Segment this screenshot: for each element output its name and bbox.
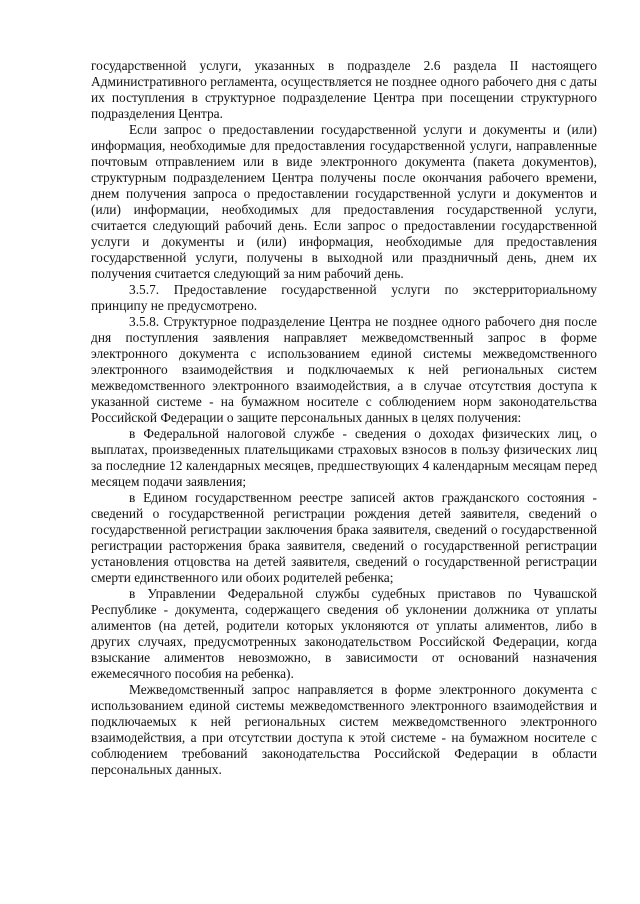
paragraph-late-receipt: Если запрос о предоставлении государственной услуги и документы и (или) информация, необходимые для предоставления государственной услуги, направленные почтовым отправлением или в виде электронного документа (пакета документов), структурным подразделением Центра получены после окончания рабочего времени, днем получения запроса о предоставлении государственной услуги и документов и (или) информации, необходимых для предоставления государственной услуги, считается следующий рабочий день. Если запрос о предоставлении государственной услуги и документы и (или) информация, необходимые для предоставления государственной услуги, получены в выходной или праздничный день, днем их получения считается следующий за ним рабочий день. <box>91 122 597 281</box>
paragraph-tax-service: в Федеральной налоговой службе - сведения о доходах физических лиц, о выплатах, произведенных плательщиками страховых взносов в пользу физических лиц за последние 12 календарных месяцев, предшествующих 4 календарным месяцам перед месяцем подачи заявления; <box>91 426 597 489</box>
paragraph-bailiff-service: в Управлении Федеральной службы судебных приставов по Чувашской Республике - документа, содержащего сведения об уклонении должника от уплаты алиментов (на детей, родители которых уклоняются от уплаты алиментов, либо в других случаях, предусмотренных законодательством Российской Федерации, когда взыскание алиментов невозможно, в зависимости от оснований назначения ежемесячного пособия на ребенка). <box>91 586 597 681</box>
document-page <box>91 58 597 778</box>
paragraph-interagency-request: Межведомственный запрос направляется в форме электронного документа с использованием единой системы межведомственного электронного взаимодействия и подключаемых к ней региональных систем межведомственного электронного взаимодействия, а при отсутствии доступа к этой системе - на бумажном носителе с соблюдением требований законодательства Российской Федерации в области персональных данных. <box>91 682 597 777</box>
paragraph-3-5-7: 3.5.7. Предоставление государственной услуги по экстерриториальному принципу не предусмотрено. <box>91 282 597 313</box>
paragraph-civil-registry: в Едином государственном реестре записей актов гражданского состояния - сведений о государственной регистрации рождения детей заявителя, сведений о государственной регистрации заключения брака заявителя, сведений о государственной регистрации расторжения брака заявителя, сведений о государственной регистрации установления отцовства на детей заявителя, сведений о государственной регистрации смерти единственного или обоих родителей ребенка; <box>91 490 597 585</box>
paragraph-continuation: государственной услуги, указанных в подразделе 2.6 раздела II настоящего Административного регламента, осуществляется не позднее одного рабочего дня с даты их поступления в структурное подразделение Центра при посещении структурного подразделения Центра. <box>91 58 597 121</box>
paragraph-3-5-8: 3.5.8. Структурное подразделение Центра не позднее одного рабочего дня после дня поступления заявления направляет межведомственный запрос в форме электронного документа с использованием единой системы межведомственного электронного взаимодействия и подключаемых к ней региональных систем межведомственного электронного взаимодействия, а в случае отсутствия доступа к указанной системе - на бумажном носителе с соблюдением норм законодательства Российской Федерации о защите персональных данных в целях получения: <box>91 314 597 425</box>
